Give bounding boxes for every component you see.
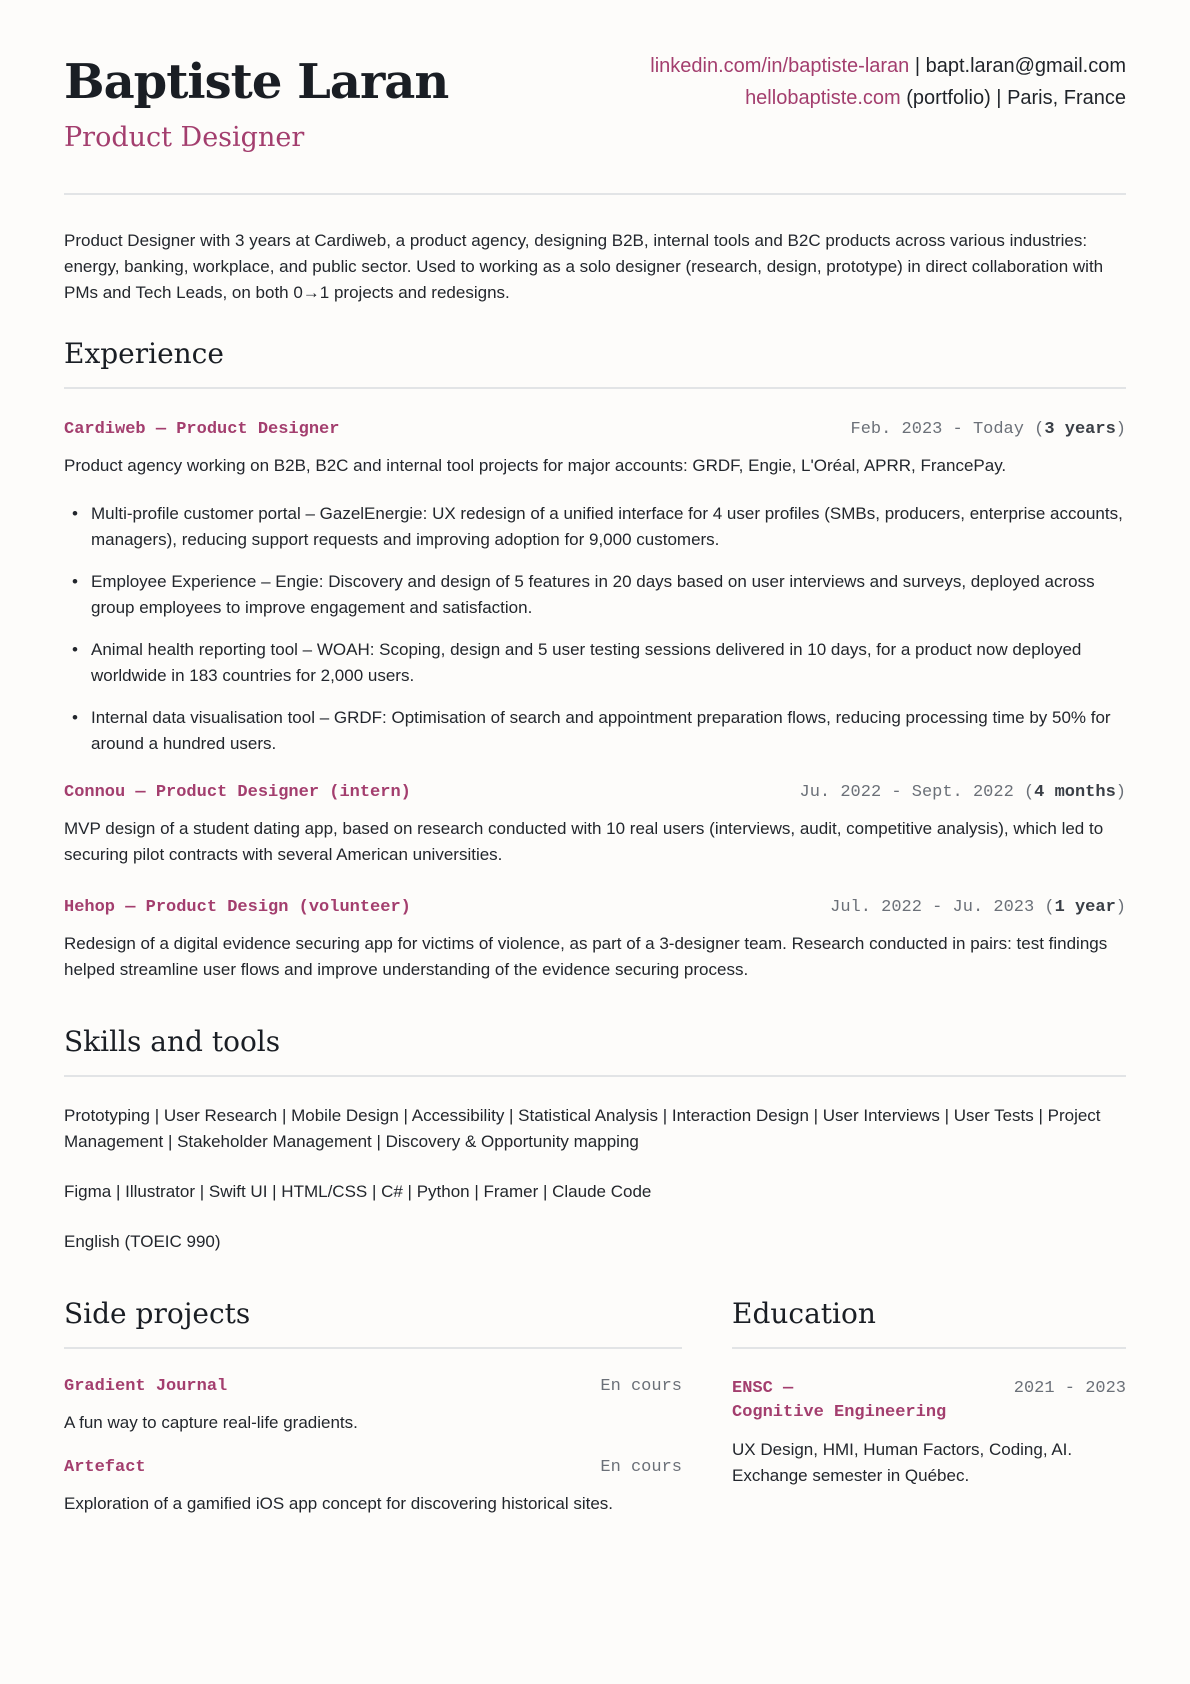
email-text: bapt.laran@gmail.com (925, 55, 1126, 77)
header-divider (64, 193, 1126, 195)
job-date-close: ) (1115, 420, 1126, 439)
job-duration: 4 months (1034, 783, 1116, 802)
job-header (64, 898, 1126, 917)
candidate-name: Baptiste Laran (64, 54, 449, 110)
linkedin-link[interactable]: linkedin.com/in/baptiste-laran (650, 55, 910, 77)
contact-line-1 (650, 50, 1126, 82)
education-date: 2021 - 2023 (1013, 1379, 1126, 1398)
experience-section (64, 337, 1126, 983)
contact-line-2 (650, 82, 1126, 114)
job-date-range: Ju. 2022 - Sept. 2022 ( (799, 783, 1035, 802)
job-date (800, 783, 1126, 802)
resume-header (64, 0, 1126, 193)
job-header (64, 783, 1126, 802)
contact-separator: | (909, 55, 926, 77)
candidate-title: Product Designer (64, 122, 305, 153)
contact-info (650, 50, 1126, 114)
job-duration: 1 year (1054, 898, 1116, 917)
skills-list: Prototyping | User Research | Mobile Design | Accessibility | Statistical Analysis | Interaction Design | User Interviews | User Tests | Project Management | Stakeholder Management | Discovery & Opportunity mapping (64, 1106, 1101, 1151)
education-header (732, 1377, 1126, 1425)
section-heading-experience: Experience (64, 337, 1126, 389)
job-description: Product agency working on B2B, B2C and internal tool projects for major accounts: GRDF, Engie, L'Oréal, APRR, FrancePay. (64, 456, 1007, 475)
project-title: Artefact (64, 1458, 146, 1477)
job-description: MVP design of a student dating app, based on research conducted with 10 real users (interviews, audit, competitive analysis), which led to securing pilot contracts with several American universities. (64, 819, 1104, 864)
job-date (830, 898, 1126, 917)
job-bullet: • Employee Experience – Engie: Discovery and design of 5 features in 20 days based on user interviews and surveys, deployed across group employees to improve engagement and satisfaction. (64, 569, 1126, 621)
job-date-close: ) (1115, 783, 1126, 802)
project-entry (64, 1377, 682, 1436)
job-header (64, 420, 1126, 439)
skills-section (64, 1025, 1126, 1255)
job-date-range: Jul. 2022 - Ju. 2023 ( (830, 898, 1055, 917)
job-title: Cardiweb — Product Designer (64, 420, 340, 439)
tools-list: Figma | Illustrator | Swift UI | HTML/CSS | C# | Python | Framer | Claude Code (64, 1182, 652, 1201)
side-projects-section (64, 1297, 682, 1517)
portfolio-note: (portfolio) | (900, 87, 1008, 109)
job-description: Redesign of a digital evidence securing app for victims of violence, as part of a 3-designer team. Research conducted in pairs: test findings helped streamline user flows and improve understanding of the evidence securing process. (64, 934, 1108, 979)
job-duration: 3 years (1044, 420, 1116, 439)
job-date (851, 420, 1126, 439)
project-header (64, 1377, 682, 1396)
job-bullet: • Animal health reporting tool – WOAH: Scoping, design and 5 user testing sessions delivered in 10 days, for a product now deployed worldwide in 183 countries for 2,000 users. (64, 637, 1126, 689)
job-title: Hehop — Product Design (volunteer) (64, 898, 411, 917)
section-heading-education: Education (732, 1297, 1126, 1349)
job-bullet: • Multi-profile customer portal – GazelEnergie: UX redesign of a unified interface for 4 user profiles (SMBs, producers, enterprise accounts, managers), reducing support requests and improving adoption for 9,000 customers. (64, 501, 1126, 553)
job-entry (64, 420, 1126, 757)
project-description: Exploration of a gamified iOS app concept for discovering historical sites. (64, 1494, 613, 1513)
school-line-1: ENSC — (732, 1379, 794, 1398)
education-entry (732, 1377, 1126, 1489)
project-header (64, 1458, 682, 1477)
portfolio-link[interactable]: hellobaptiste.com (745, 87, 901, 109)
job-date-close: ) (1115, 898, 1126, 917)
education-section (732, 1297, 1126, 1517)
job-entry (64, 783, 1126, 868)
project-entry (64, 1458, 682, 1517)
job-title: Connou — Product Designer (intern) (64, 783, 411, 802)
school-line-2: Cognitive Engineering (732, 1403, 947, 1422)
job-bullet: • Internal data visualisation tool – GRDF: Optimisation of search and appointment preparation flows, reducing processing time by 50% for around a hundred users. (64, 705, 1126, 757)
section-heading-skills: Skills and tools (64, 1025, 1126, 1077)
job-bullets (64, 501, 1126, 757)
section-heading-side-projects: Side projects (64, 1297, 682, 1349)
job-entry (64, 898, 1126, 983)
project-description: A fun way to capture real-life gradients. (64, 1413, 358, 1432)
bottom-columns (64, 1297, 1126, 1517)
school-name (732, 1377, 946, 1425)
languages-list: English (TOEIC 990) (64, 1232, 221, 1251)
education-description: UX Design, HMI, Human Factors, Coding, AI. Exchange semester in Québec. (732, 1440, 1073, 1485)
project-status: En cours (600, 1458, 682, 1477)
project-title: Gradient Journal (64, 1377, 228, 1396)
job-date-range: Feb. 2023 - Today ( (850, 420, 1045, 439)
project-status: En cours (600, 1377, 682, 1396)
profile-summary: Product Designer with 3 years at Cardiweb, a product agency, designing B2B, internal tools and B2C products across various industries: energy, banking, workplace, and public sector. Used to working as a solo designer (research, design, prototype) in direct collaboration with PMs and Tech Leads, on both 0→1 projects and redesigns. (64, 231, 1104, 302)
location-text: Paris, France (1007, 87, 1126, 109)
